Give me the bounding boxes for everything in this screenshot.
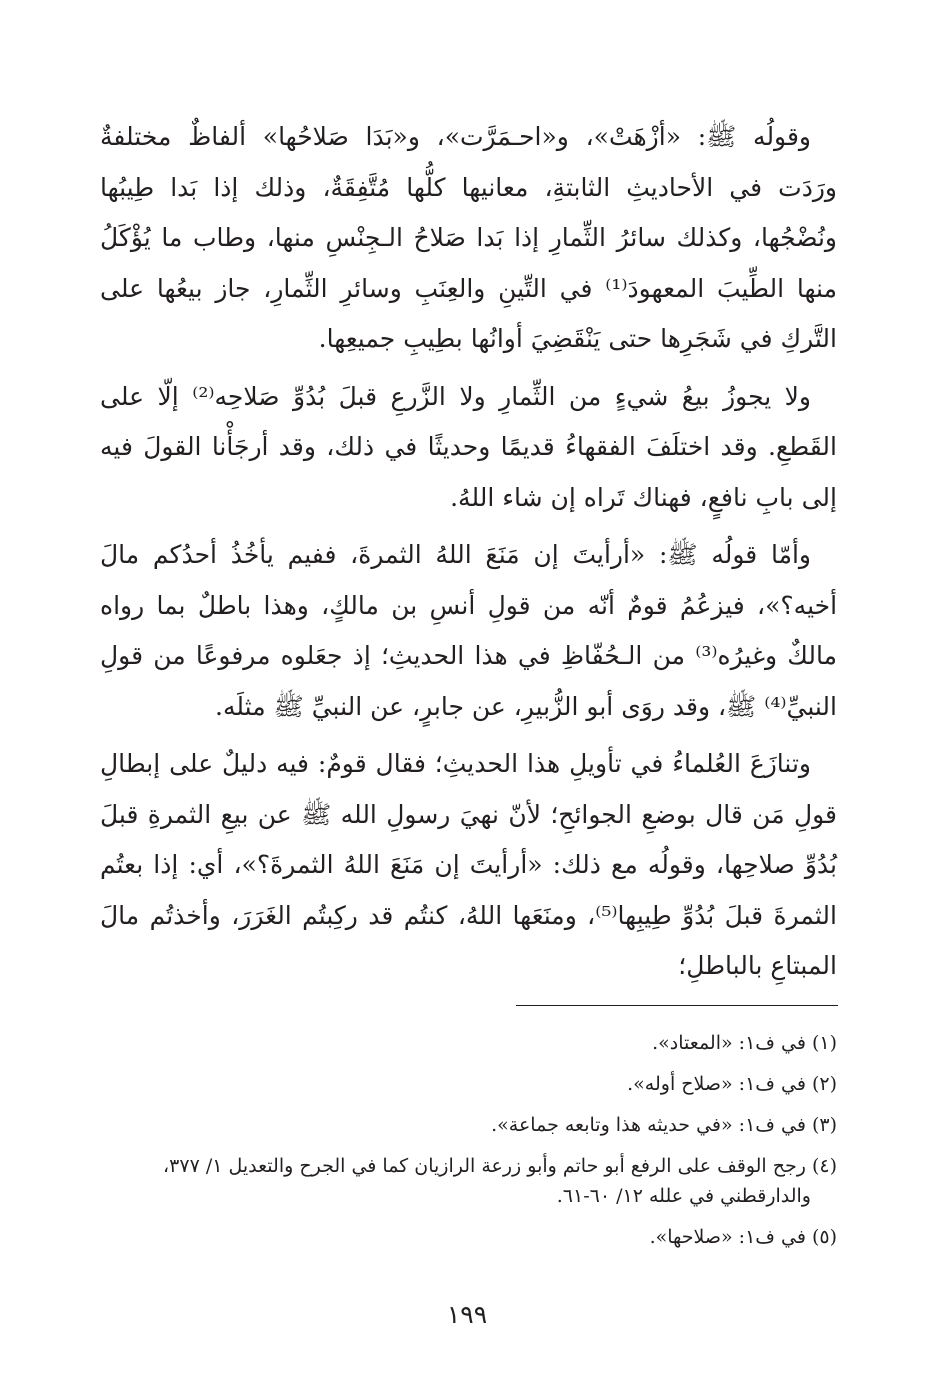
- text-line: بطِيبِ جميعِها.: [318, 324, 463, 353]
- text-line: ولا يجوزُ بيعُ شيءٍ من الثِّمارِ ولا الزَّرعِ قبلَ بُدُوِّ صَلاحِه⁽²⁾ إلّا على: [100, 381, 811, 411]
- paragraph-2: [100, 372, 837, 524]
- text-line: بابِ نافعٍ، فهناك تَراه إن شاء اللهُ.: [450, 482, 794, 512]
- text-line: القَطعِ. وقد اختلَفَ الفقهاءُ قديمًا وحديثًا في ذلك، وقد أرجَأْنا القولَ فيه إلى: [100, 432, 837, 512]
- paragraph-3: [100, 530, 837, 732]
- footnote-number: (١): [811, 1032, 837, 1054]
- footnote-number: (٢): [811, 1073, 837, 1095]
- footnote-text: رجح الوقف على الرفع أبو حاتم وأبو زرعة الرازيان كما في الجرح والتعديل ١/ ٣٧٧،: [163, 1155, 806, 1177]
- text-line: في التِّينِ والعِنَبِ وسائرِ الثِّمارِ، جاز بيعُها على التَّركِ في شَجَرِها حتى يَنْقَضِيَ أوانُها: [100, 273, 837, 353]
- footnote-continuation: والدارقطني في علله ١٢/ ٦٠-٦١.: [556, 1185, 811, 1207]
- footnote-2: [96, 1069, 837, 1099]
- footnote-5: [96, 1222, 837, 1252]
- footnote-divider: [516, 1005, 838, 1006]
- main-text: [100, 112, 837, 999]
- footnotes: [96, 1028, 837, 1263]
- footnote-text: في ف١: «في حديثه هذا وتابعه جماعة».: [491, 1114, 806, 1136]
- text-line: قبلَ بُدُوِّ طِيبِها⁽⁵⁾، ومنَعَها اللهُ، كنتُم قد ركِبتُم الغَرَرَ، وأخذتُم مالَ المبتاعِ بالباطلِ؛: [100, 900, 837, 980]
- footnote-1: [96, 1028, 837, 1058]
- text-line: قولِ مَن قال بوضعِ الجوائحِ؛ لأنّ نهيَ رسولِ الله ﷺ عن بيعِ الثمرةِ قبلَ بُدُوِّ: [100, 799, 837, 879]
- footnote-number: (٥): [811, 1226, 837, 1248]
- text-line: صلاحِها، وقولُه مع ذلك: «أرأيتَ إن مَنَعَ اللهُ الثمرةَ؟»، أي: إذا بعتُم الثمرةَ: [100, 850, 837, 930]
- text-line: الـحُفّاظِ في هذا الحديثِ؛ إذ جعَلوه مرفوعًا من قولِ النبيِّ⁽⁴⁾ ﷺ، وقد روَى: [100, 641, 837, 721]
- footnote-number: (٤): [811, 1155, 837, 1177]
- paragraph-4: [100, 739, 837, 992]
- text-line: وقولُه ﷺ: «أزْهَتْ»، و«احـمَرَّت»، و«بَدَا صَلاحُها» ألفاظٌ مختلفةٌ ورَدَت: [100, 122, 837, 202]
- footnote-text: في ف١: «صلاح أوله».: [627, 1073, 806, 1095]
- text-line: وأمّا قولُه ﷺ: «أرأيتَ إن مَنَعَ اللهُ الثمرةَ، ففيم يأخُذُ أحدُكم مالَ أخيه؟»،: [100, 540, 838, 620]
- footnote-number: (٣): [811, 1114, 837, 1136]
- footnote-text: في ف١: «صلاحها».: [649, 1226, 806, 1248]
- text-line: فيزعُمُ قومٌ أنّه من قولِ أنسِ بن مالكٍ، وهذا باطلٌ بما رواه مالكٌ وغيرُه⁽³⁾ من: [100, 590, 838, 670]
- paragraph-1: [100, 112, 837, 365]
- page-number: ١٩٩: [446, 1300, 488, 1329]
- text-line: وتنازَعَ العُلماءُ في تأويلِ هذا الحديثِ؛ فقال قومٌ: فيه دليلٌ على إبطالِ: [100, 749, 811, 778]
- text-line: سائرُ الثِّمارِ إذا بَدا صَلاحُ الـجِنْسِ منها، وطاب ما يُؤْكَلُ منها الطِّيبَ المعهودَ⁽¹⁾: [100, 223, 837, 303]
- footnote-4: [96, 1151, 837, 1211]
- text-line: أبو الزُّبيرِ، عن جابرٍ، عن النبيِّ ﷺ مثلَه.: [215, 691, 614, 721]
- footnote-text: في ف١: «المعتاد».: [652, 1032, 806, 1054]
- footnote-3: [96, 1110, 837, 1140]
- text-line: في الأحاديثِ الثابتةِ، معانيها كلُّها مُتَّفِقَةٌ، وذلك إذا بَدا طِيبُها ونُضْجُها، وكذلك: [100, 172, 837, 252]
